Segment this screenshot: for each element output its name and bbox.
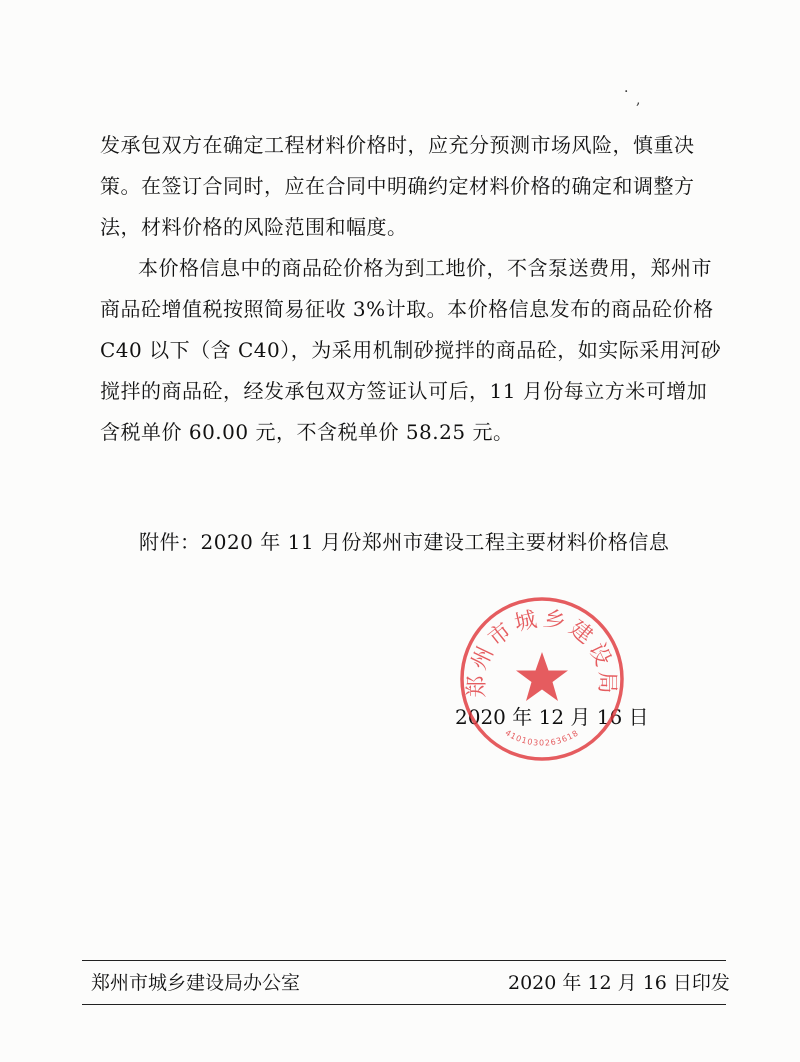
footer-divider-top (82, 960, 726, 961)
document-body (100, 125, 725, 453)
paragraph-continued: 发承包双方在确定工程材料价格时，应充分预测市场风险，慎重决策。在签订合同时，应在合同中明确约定材料价格的确定和调整方法，材料价格的风险范围和幅度。 (100, 133, 695, 239)
footer-divider-bottom (82, 1004, 726, 1005)
signature-date: 2020 年 12 月 16 日 (455, 705, 649, 729)
footer-issue-date: 2020 年 12 月 16 日印发 (508, 972, 730, 994)
scan-mark: · (624, 84, 629, 100)
seal-code: 4101030263618 (503, 728, 581, 748)
footer-issuer: 郑州市城乡建设局办公室 (91, 972, 301, 994)
seal-star-icon (516, 652, 568, 701)
seal-text: 郑州市城乡建设局 (464, 606, 620, 698)
annex-line: 附件：2020 年 11 月份郑州市建设工程主要材料价格信息 (139, 530, 670, 554)
paragraph-concrete-price: 本价格信息中的商品砼价格为到工地价，不含泵送费用，郑州市商品砼增值税按照简易征收 3%计取。本价格信息发布的商品砼价格 C40 以下（含 C40），为采用机制砂搅拌的商品砼，如实际采用河砂搅拌的商品砼，经发承包双方签证认可后，11 月份每立方米可增加含税单价 60.00 元，不含税单价 58.25 元。 (100, 256, 722, 444)
official-seal (457, 594, 627, 764)
scan-mark: , (636, 92, 641, 108)
